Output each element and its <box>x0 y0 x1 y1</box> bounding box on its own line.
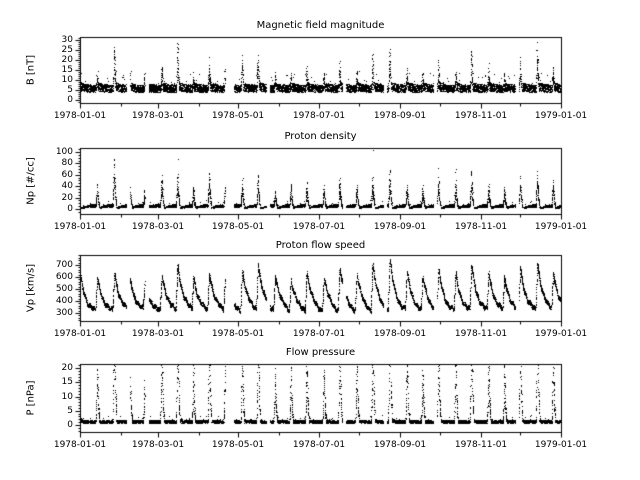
y-tick-label: 20 <box>61 363 73 373</box>
y-tick-label: 15 <box>61 377 73 387</box>
y-axis-label-p: P [nPa] <box>25 380 37 416</box>
y-tick-label: 5 <box>67 85 73 95</box>
x-tick-label: 1979-01-01 <box>534 222 588 232</box>
x-tick-label: 1978-07-01 <box>292 222 346 232</box>
y-tick-label: 5 <box>67 406 73 416</box>
x-tick-label: 1978-09-01 <box>373 329 427 339</box>
y-tick-label: 700 <box>55 260 73 270</box>
x-tick-label: 1978-03-01 <box>131 329 185 339</box>
x-tick-label: 1979-01-01 <box>534 111 588 121</box>
y-tick-label: 60 <box>61 170 73 180</box>
y-tick-label: 20 <box>61 193 73 203</box>
x-tick-label: 1978-07-01 <box>292 440 346 450</box>
x-tick-label: 1978-05-01 <box>211 329 265 339</box>
x-tick-label: 1978-01-01 <box>53 440 107 450</box>
panel-title-magnetic-field: Magnetic field magnitude <box>256 20 385 31</box>
y-tick-label: 300 <box>55 308 73 318</box>
panel-title-proton-density: Proton density <box>284 131 357 142</box>
x-tick-label: 1978-09-01 <box>373 440 427 450</box>
x-tick-label: 1978-11-01 <box>454 440 508 450</box>
y-tick-label: 15 <box>61 65 73 75</box>
y-tick-label: 0 <box>67 204 73 214</box>
x-tick-label: 1978-03-01 <box>131 440 185 450</box>
y-tick-label: 500 <box>55 284 73 294</box>
x-tick-label: 1978-05-01 <box>211 111 265 121</box>
x-tick-label: 1979-01-01 <box>534 440 588 450</box>
x-tick-label: 1978-03-01 <box>131 222 185 232</box>
y-tick-label: 10 <box>61 75 73 85</box>
panel-title-flow-pressure: Flow pressure <box>285 347 356 358</box>
x-tick-label: 1978-05-01 <box>211 222 265 232</box>
x-tick-label: 1978-09-01 <box>373 111 427 121</box>
x-tick-label: 1978-07-01 <box>292 111 346 121</box>
x-tick-label: 1978-11-01 <box>454 111 508 121</box>
y-axis-label-b: B [nT] <box>25 54 37 86</box>
x-tick-label: 1978-01-01 <box>53 222 107 232</box>
y-tick-label: 40 <box>61 181 73 191</box>
y-tick-label: 0 <box>67 95 73 105</box>
x-tick-label: 1979-01-01 <box>534 329 588 339</box>
y-tick-label: 0 <box>67 420 73 430</box>
y-axis-label-np: Np [#/cc] <box>25 157 37 205</box>
x-tick-label: 1978-11-01 <box>454 222 508 232</box>
y-tick-label: 600 <box>55 272 73 282</box>
y-tick-label: 30 <box>61 35 73 45</box>
y-tick-label: 10 <box>61 392 73 402</box>
x-tick-label: 1978-01-01 <box>53 329 107 339</box>
panel-title-proton-flow-speed: Proton flow speed <box>275 240 366 251</box>
y-tick-label: 20 <box>61 55 73 65</box>
y-tick-label: 80 <box>61 158 73 168</box>
y-axis-label-vp: Vp [km/s] <box>25 263 37 313</box>
x-tick-label: 1978-11-01 <box>454 329 508 339</box>
y-tick-label: 400 <box>55 296 73 306</box>
x-tick-label: 1978-01-01 <box>53 111 107 121</box>
x-tick-label: 1978-03-01 <box>131 111 185 121</box>
x-tick-label: 1978-05-01 <box>211 440 265 450</box>
y-tick-label: 25 <box>61 45 73 55</box>
y-tick-label: 100 <box>55 147 73 157</box>
x-tick-label: 1978-09-01 <box>373 222 427 232</box>
x-tick-label: 1978-07-01 <box>292 329 346 339</box>
